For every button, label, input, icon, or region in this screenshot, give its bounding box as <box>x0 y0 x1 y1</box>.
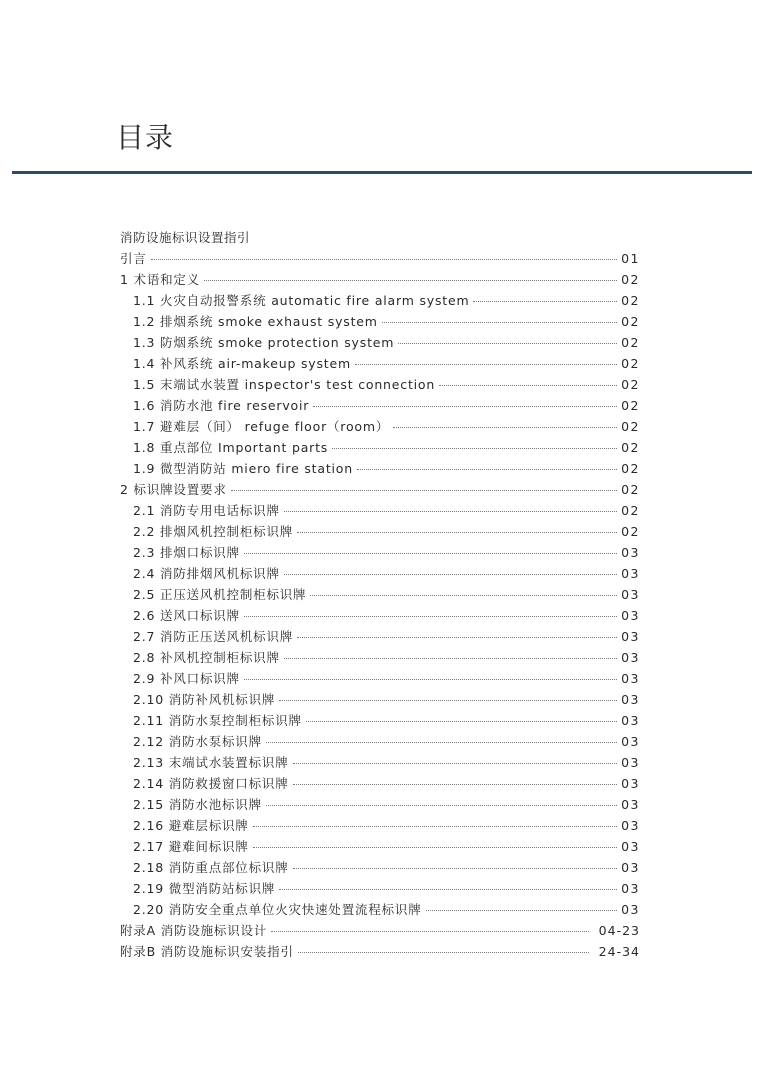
toc-entry-label: 2.18 消防重点部位标识牌 <box>133 860 289 875</box>
toc-entry[interactable] <box>120 395 640 416</box>
toc-entry-label: 1.2 排烟系统 smoke exhaust system <box>133 314 378 329</box>
dot-leader <box>355 364 617 365</box>
dot-leader <box>306 721 617 722</box>
toc-entry-page-number: 02 <box>621 335 640 350</box>
toc-entry-label: 2.3 排烟口标识牌 <box>133 545 240 560</box>
toc-entry-page-number: 02 <box>621 272 640 287</box>
toc-entry[interactable] <box>120 605 640 626</box>
dot-leader <box>253 847 617 848</box>
toc-entry[interactable] <box>120 311 640 332</box>
toc-entry[interactable] <box>120 458 640 479</box>
dot-leader <box>382 322 617 323</box>
toc-entry-page-number: 24-34 <box>598 944 640 959</box>
toc-entry-label: 2.13 末端试水装置标识牌 <box>133 755 289 770</box>
toc-entry-label: 2.1 消防专用电话标识牌 <box>133 503 280 518</box>
toc-entry[interactable] <box>120 920 640 941</box>
dot-leader <box>279 889 617 890</box>
toc-entry[interactable] <box>120 584 640 605</box>
dot-leader <box>298 952 589 953</box>
toc-entry-page-number: 03 <box>621 797 640 812</box>
toc-entry-label: 2.17 避难间标识牌 <box>133 839 249 854</box>
toc-entry-label: 1.4 补风系统 air-makeup system <box>133 356 351 371</box>
toc-entry[interactable] <box>120 647 640 668</box>
toc-entry[interactable] <box>120 542 640 563</box>
toc-entry-label: 2.14 消防救援窗口标识牌 <box>133 776 289 791</box>
toc-document-title: 消防设施标识设置指引 <box>120 230 251 245</box>
toc-entry[interactable] <box>120 773 640 794</box>
dot-leader <box>244 616 617 617</box>
toc-entry-label: 1.9 微型消防站 miero fire station <box>133 461 353 476</box>
toc-entry-page-number: 03 <box>621 881 640 896</box>
toc-entry[interactable] <box>120 563 640 584</box>
dot-leader <box>244 553 617 554</box>
toc-entry-label: 2.2 排烟风机控制柜标识牌 <box>133 524 294 539</box>
toc-entry-page-number: 04-23 <box>598 923 640 938</box>
toc-entry-label: 2 标识牌设置要求 <box>120 482 227 497</box>
dot-leader <box>284 511 617 512</box>
toc-entry[interactable] <box>120 269 640 290</box>
toc-entry-page-number: 03 <box>621 839 640 854</box>
toc-entry[interactable] <box>120 626 640 647</box>
toc-entry[interactable] <box>120 857 640 878</box>
dot-leader <box>266 805 617 806</box>
toc-entry-page-number: 02 <box>621 461 640 476</box>
toc-entry-label: 1 术语和定义 <box>120 272 201 287</box>
dot-leader <box>284 574 617 575</box>
toc-entry-page-number: 03 <box>621 671 640 686</box>
toc-entry[interactable] <box>120 794 640 815</box>
dot-leader <box>271 931 589 932</box>
toc-entry-page-number: 03 <box>621 713 640 728</box>
dot-leader <box>293 763 618 764</box>
dot-leader <box>310 595 617 596</box>
dot-leader <box>473 301 617 302</box>
toc-entry[interactable] <box>120 374 640 395</box>
toc-entry-page-number: 03 <box>621 629 640 644</box>
toc-entry-page-number: 03 <box>621 734 640 749</box>
toc-entry-label: 1.6 消防水池 fire reservoir <box>133 398 310 413</box>
dot-leader <box>293 868 618 869</box>
toc-entry-label: 2.12 消防水泵标识牌 <box>133 734 262 749</box>
toc-entry-label: 2.7 消防正压送风机标识牌 <box>133 629 294 644</box>
toc-entry-label: 2.4 消防排烟风机标识牌 <box>133 566 280 581</box>
dot-leader <box>297 637 617 638</box>
toc-entry[interactable] <box>120 899 640 920</box>
dot-leader <box>297 532 617 533</box>
toc-entry[interactable] <box>120 668 640 689</box>
toc-entry[interactable] <box>120 353 640 374</box>
toc-entry[interactable] <box>120 752 640 773</box>
toc-entry-label: 附录B 消防设施标识安装指引 <box>120 944 294 959</box>
toc-entry-label: 1.1 火灾自动报警系统 automatic fire alarm system <box>133 293 470 308</box>
toc-entry[interactable] <box>120 479 640 500</box>
toc-entry-label: 1.3 防烟系统 smoke protection system <box>133 335 395 350</box>
table-of-contents <box>120 227 640 962</box>
toc-entry[interactable] <box>120 521 640 542</box>
toc-entry-page-number: 03 <box>621 545 640 560</box>
dot-leader <box>151 259 617 260</box>
toc-entry[interactable] <box>120 416 640 437</box>
toc-entry-page-number: 03 <box>621 818 640 833</box>
toc-entry[interactable] <box>120 437 640 458</box>
toc-entry-page-number: 03 <box>621 755 640 770</box>
dot-leader <box>398 343 617 344</box>
toc-entry-label: 2.5 正压送风机控制柜标识牌 <box>133 587 307 602</box>
toc-entry-label: 2.20 消防安全重点单位火灾快速处置流程标识牌 <box>133 902 422 917</box>
dot-leader <box>284 658 617 659</box>
toc-entry-page-number: 02 <box>621 503 640 518</box>
dot-leader <box>332 448 617 449</box>
toc-entry-page-number: 02 <box>621 398 640 413</box>
toc-entry-label: 引言 <box>120 251 147 266</box>
dot-leader <box>204 280 617 281</box>
toc-entry-page-number: 03 <box>621 902 640 917</box>
toc-entry-list <box>120 248 640 962</box>
toc-entry-page-number: 03 <box>621 650 640 665</box>
toc-entry[interactable] <box>120 836 640 857</box>
page-title: 目录 <box>116 121 175 154</box>
toc-entry-page-number: 02 <box>621 314 640 329</box>
toc-entry-page-number: 02 <box>621 377 640 392</box>
dot-leader <box>426 910 618 911</box>
toc-entry[interactable] <box>120 689 640 710</box>
toc-entry-page-number: 03 <box>621 608 640 623</box>
title-divider <box>12 171 752 174</box>
toc-entry-label: 2.15 消防水池标识牌 <box>133 797 262 812</box>
dot-leader <box>439 385 617 386</box>
toc-entry[interactable] <box>120 710 640 731</box>
dot-leader <box>357 469 617 470</box>
toc-entry-page-number: 02 <box>621 482 640 497</box>
toc-entry-page-number: 02 <box>621 293 640 308</box>
toc-entry-page-number: 03 <box>621 587 640 602</box>
toc-entry-label: 2.11 消防水泵控制柜标识牌 <box>133 713 302 728</box>
dot-leader <box>393 427 617 428</box>
toc-entry[interactable] <box>120 941 640 962</box>
toc-entry-label: 2.6 送风口标识牌 <box>133 608 240 623</box>
toc-entry[interactable] <box>120 731 640 752</box>
dot-leader <box>293 784 618 785</box>
toc-entry-page-number: 02 <box>621 524 640 539</box>
toc-entry[interactable] <box>120 332 640 353</box>
toc-entry[interactable] <box>120 878 640 899</box>
toc-entry-label: 2.9 补风口标识牌 <box>133 671 240 686</box>
dot-leader <box>231 490 617 491</box>
toc-entry-label: 2.16 避难层标识牌 <box>133 818 249 833</box>
toc-entry-label: 1.7 避难层（间） refuge floor（room） <box>133 419 390 434</box>
toc-entry-page-number: 02 <box>621 440 640 455</box>
toc-entry-label: 附录A 消防设施标识设计 <box>120 923 268 938</box>
toc-entry-page-number: 02 <box>621 419 640 434</box>
toc-entry[interactable] <box>120 815 640 836</box>
dot-leader <box>266 742 617 743</box>
dot-leader <box>279 700 617 701</box>
toc-entry-page-number: 03 <box>621 566 640 581</box>
dot-leader <box>253 826 617 827</box>
toc-entry[interactable] <box>120 500 640 521</box>
toc-entry-label: 1.8 重点部位 Important parts <box>133 440 329 455</box>
toc-entry-label: 2.8 补风机控制柜标识牌 <box>133 650 280 665</box>
toc-entry[interactable] <box>120 290 640 311</box>
toc-entry-page-number: 01 <box>621 251 640 266</box>
toc-entry-page-number: 03 <box>621 860 640 875</box>
toc-entry-label: 2.10 消防补风机标识牌 <box>133 692 276 707</box>
toc-entry-page-number: 02 <box>621 356 640 371</box>
dot-leader <box>313 406 617 407</box>
toc-entry[interactable] <box>120 248 640 269</box>
toc-entry-page-number: 03 <box>621 692 640 707</box>
toc-entry-label: 2.19 微型消防站标识牌 <box>133 881 276 896</box>
toc-entry-label: 1.5 末端试水装置 inspector's test connection <box>133 377 436 392</box>
dot-leader <box>244 679 617 680</box>
toc-entry-page-number: 03 <box>621 776 640 791</box>
